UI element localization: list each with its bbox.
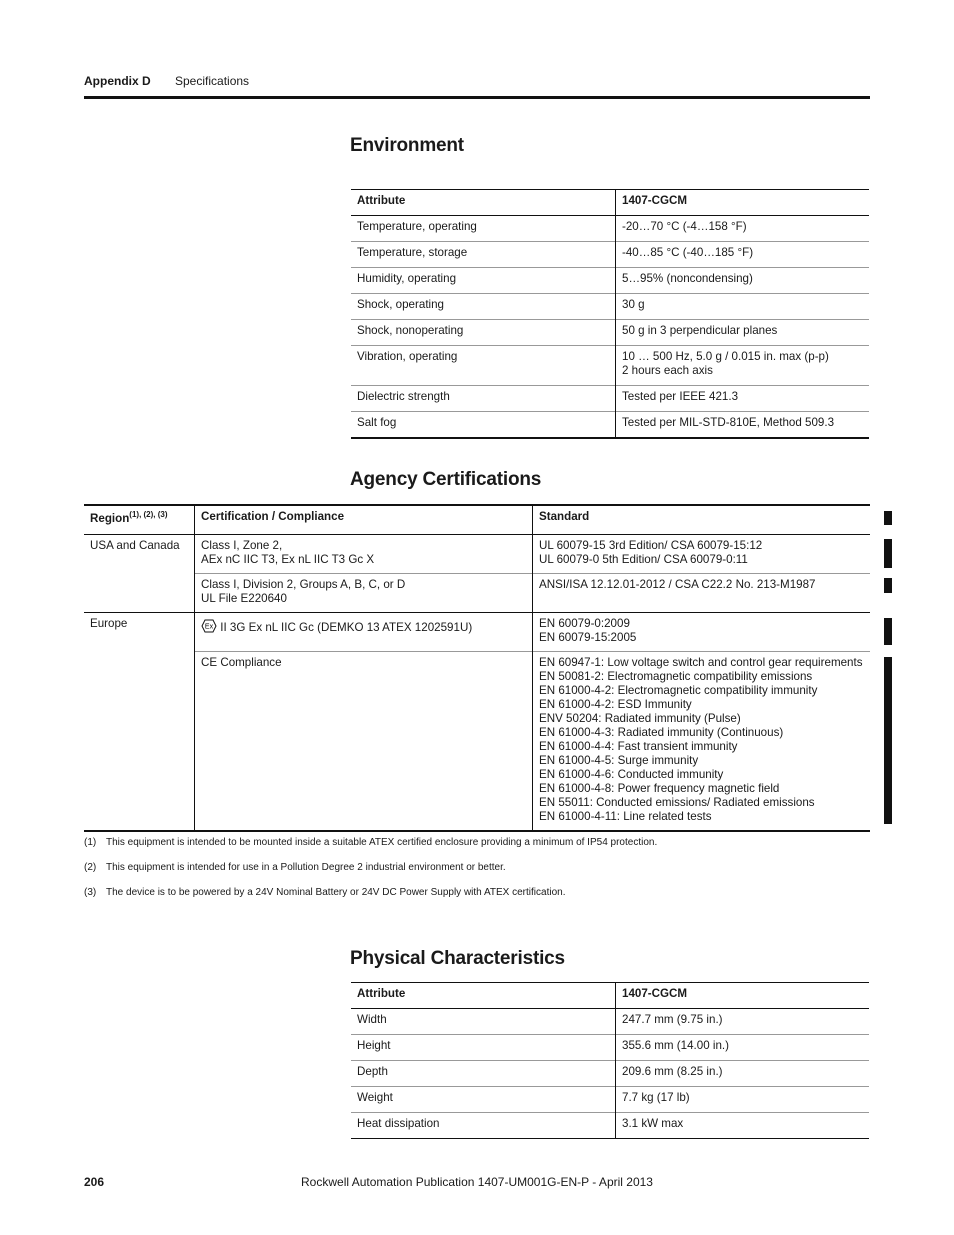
agency-col-region [84,505,195,534]
environment-attribute: Vibration, operating [351,346,616,386]
environment-attribute: Shock, nonoperating [351,320,616,346]
usa-cert-2-line-2: UL File E220640 [201,591,287,605]
environment-row [351,346,869,386]
environment-value [616,386,870,412]
environment-col-attribute: Attribute [351,190,616,216]
footnote-1-text: This equipment is intended to be mounted inside a suitable ATEX certified enclosure providing a minimum of IP54 protection. [106,837,658,848]
usa-cert-1 [195,534,533,573]
physical-value: 355.6 mm (14.00 in.) [622,1039,729,1052]
footnote-2-number: (2) [84,862,97,873]
running-header-section: Appendix D [84,74,151,88]
physical-table [351,982,869,1139]
europe-atex-standard [533,612,871,651]
environment-value-line: Tested per MIL-STD-810E, Method 509.3 [622,416,835,429]
physical-value: 209.6 mm (8.25 in.) [622,1065,723,1078]
physical-row [351,1113,869,1139]
environment-value-line: 2 hours each axis [622,364,713,377]
footnote-3-number: (3) [84,887,97,898]
environment-col-model: 1407-CGCM [622,194,688,207]
ce-standard-line: EN 55011: Conducted emissions/ Radiated emissions [539,795,815,809]
environment-value-line: -20…70 °C (-4…158 °F) [622,220,747,233]
environment-attribute: Salt fog [351,412,616,439]
ce-standard-line: EN 61000-4-6: Conducted immunity [539,767,724,781]
ce-standard-line: EN 61000-4-5: Surge immunity [539,753,699,767]
ce-standard-line: EN 61000-4-2: ESD Immunity [539,697,692,711]
environment-row [351,294,869,320]
footnote-3-text: The device is to be powered by a 24V Nominal Battery or 24V DC Power Supply with ATEX certification. [106,887,566,898]
environment-row [351,268,869,294]
environment-value-line: 5…95% (noncondensing) [622,272,753,285]
physical-row [351,1061,869,1087]
agency-row-usa-1 [84,534,870,573]
usa-cert-2 [195,573,533,612]
publication-footer: Rockwell Automation Publication 1407-UM001G-EN-P - April 2013 [301,1175,653,1189]
ex-hexagon-icon [201,619,217,633]
footnote-3 [84,887,884,898]
usa-cert-1-line-1: Class I, Zone 2, [201,538,283,552]
ce-standard-line: EN 60947-1: Low voltage switch and control gear requirements [539,655,863,669]
environment-value [616,216,870,242]
environment-attribute: Dielectric strength [351,386,616,412]
europe-ce-standard [533,651,871,831]
environment-attribute: Temperature, storage [351,242,616,268]
change-bar [884,657,892,824]
europe-atex-standard-line-2: EN 60079-15:2005 [539,630,637,644]
footnote-1 [84,837,884,848]
agency-row-usa-2 [84,573,870,612]
region-europe: Europe [84,612,195,831]
environment-value [616,320,870,346]
ce-standard-line: EN 50081-2: Electromagnetic compatibility emissions [539,669,813,683]
environment-attribute: Temperature, operating [351,216,616,242]
environment-value-line: 50 g in 3 perpendicular planes [622,324,778,337]
environment-row [351,216,869,242]
ce-standard-line: EN 61000-4-2: Electromagnetic compatibility immunity [539,683,818,697]
europe-atex-cert-text: II 3G Ex nL IIC Gc (DEMKO 13 ATEX 1202591U) [220,620,473,634]
environment-value-line: Tested per IEEE 421.3 [622,390,739,403]
environment-heading: Environment [350,135,464,156]
environment-attribute: Humidity, operating [351,268,616,294]
agency-col-cert: Certification / Compliance [195,505,533,534]
environment-row [351,242,869,268]
environment-row [351,386,869,412]
usa-standard-2-line-1: ANSI/ISA 12.12.01-2012 / CSA C22.2 No. 213-M1987 [539,577,816,591]
environment-row [351,320,869,346]
usa-standard-2 [533,573,871,612]
physical-attribute: Weight [351,1087,616,1113]
physical-col-model: 1407-CGCM [622,987,688,1000]
change-bar [884,618,892,645]
europe-ce-cert: CE Compliance [195,651,533,831]
physical-value: 247.7 mm (9.75 in.) [622,1013,723,1026]
agency-table [84,504,870,832]
ce-standard-line: EN 61000-4-11: Line related tests [539,809,712,823]
region-usa: USA and Canada [84,534,195,612]
physical-value: 3.1 kW max [622,1117,684,1130]
physical-attribute: Heat dissipation [351,1113,616,1139]
environment-value-line: -40…85 °C (-40…185 °F) [622,246,754,259]
agency-col-standard: Standard [539,510,590,523]
physical-value: 7.7 kg (17 lb) [622,1091,690,1104]
usa-cert-1-line-2: AEx nC IIC T3, Ex nL IIC T3 Gc X [201,552,375,566]
region-label: Region [90,512,130,525]
environment-value-line: 10 … 500 Hz, 5.0 g / 0.015 in. max (p-p) [622,350,829,363]
running-header-title: Specifications [175,74,250,88]
ce-standard-line: EN 61000-4-8: Power frequency magnetic field [539,781,780,795]
usa-cert-2-line-1: Class I, Division 2, Groups A, B, C, or D [201,577,406,591]
change-bar [884,578,892,593]
physical-row [351,1087,869,1113]
environment-table [351,189,869,439]
footnote-2-text: This equipment is intended for use in a Pollution Degree 2 industrial environment or better. [106,862,506,873]
environment-value [616,294,870,320]
change-bar [884,511,892,525]
header-rule [84,96,870,99]
ce-standard-line: EN 61000-4-4: Fast transient immunity [539,739,738,753]
physical-attribute: Depth [351,1061,616,1087]
ce-standard-line: EN 61000-4-3: Radiated immunity (Continuous) [539,725,784,739]
physical-col-attribute: Attribute [351,983,616,1009]
europe-atex-standard-line-1: EN 60079-0:2009 [539,616,630,630]
agency-row-europe-1 [84,612,870,651]
footnote-1-number: (1) [84,837,97,848]
page-number: 206 [84,1175,105,1189]
usa-standard-1 [533,534,871,573]
environment-value [616,346,870,386]
environment-attribute: Shock, operating [351,294,616,320]
europe-atex-cert [195,612,533,651]
physical-row [351,1035,869,1061]
environment-value [616,242,870,268]
physical-row [351,1009,869,1035]
footnote-2 [84,862,884,873]
environment-value [616,268,870,294]
environment-value [616,412,870,439]
usa-standard-1-line-2: UL 60079-0 5th Edition/ CSA 60079-0:11 [539,552,748,566]
environment-row [351,412,869,439]
ex-symbol-text: Ex [204,623,214,630]
physical-attribute: Height [351,1035,616,1061]
change-bar [884,539,892,568]
usa-standard-1-line-1: UL 60079-15 3rd Edition/ CSA 60079-15:12 [539,538,763,552]
agency-row-europe-2 [84,651,870,831]
agency-heading: Agency Certifications [350,469,542,490]
physical-heading: Physical Characteristics [350,948,565,969]
environment-value-line: 30 g [622,298,645,311]
ce-standard-line: ENV 50204: Radiated immunity (Pulse) [539,711,741,725]
region-footnote-refs: (1), (2), (3) [129,510,168,519]
physical-attribute: Width [351,1009,616,1035]
